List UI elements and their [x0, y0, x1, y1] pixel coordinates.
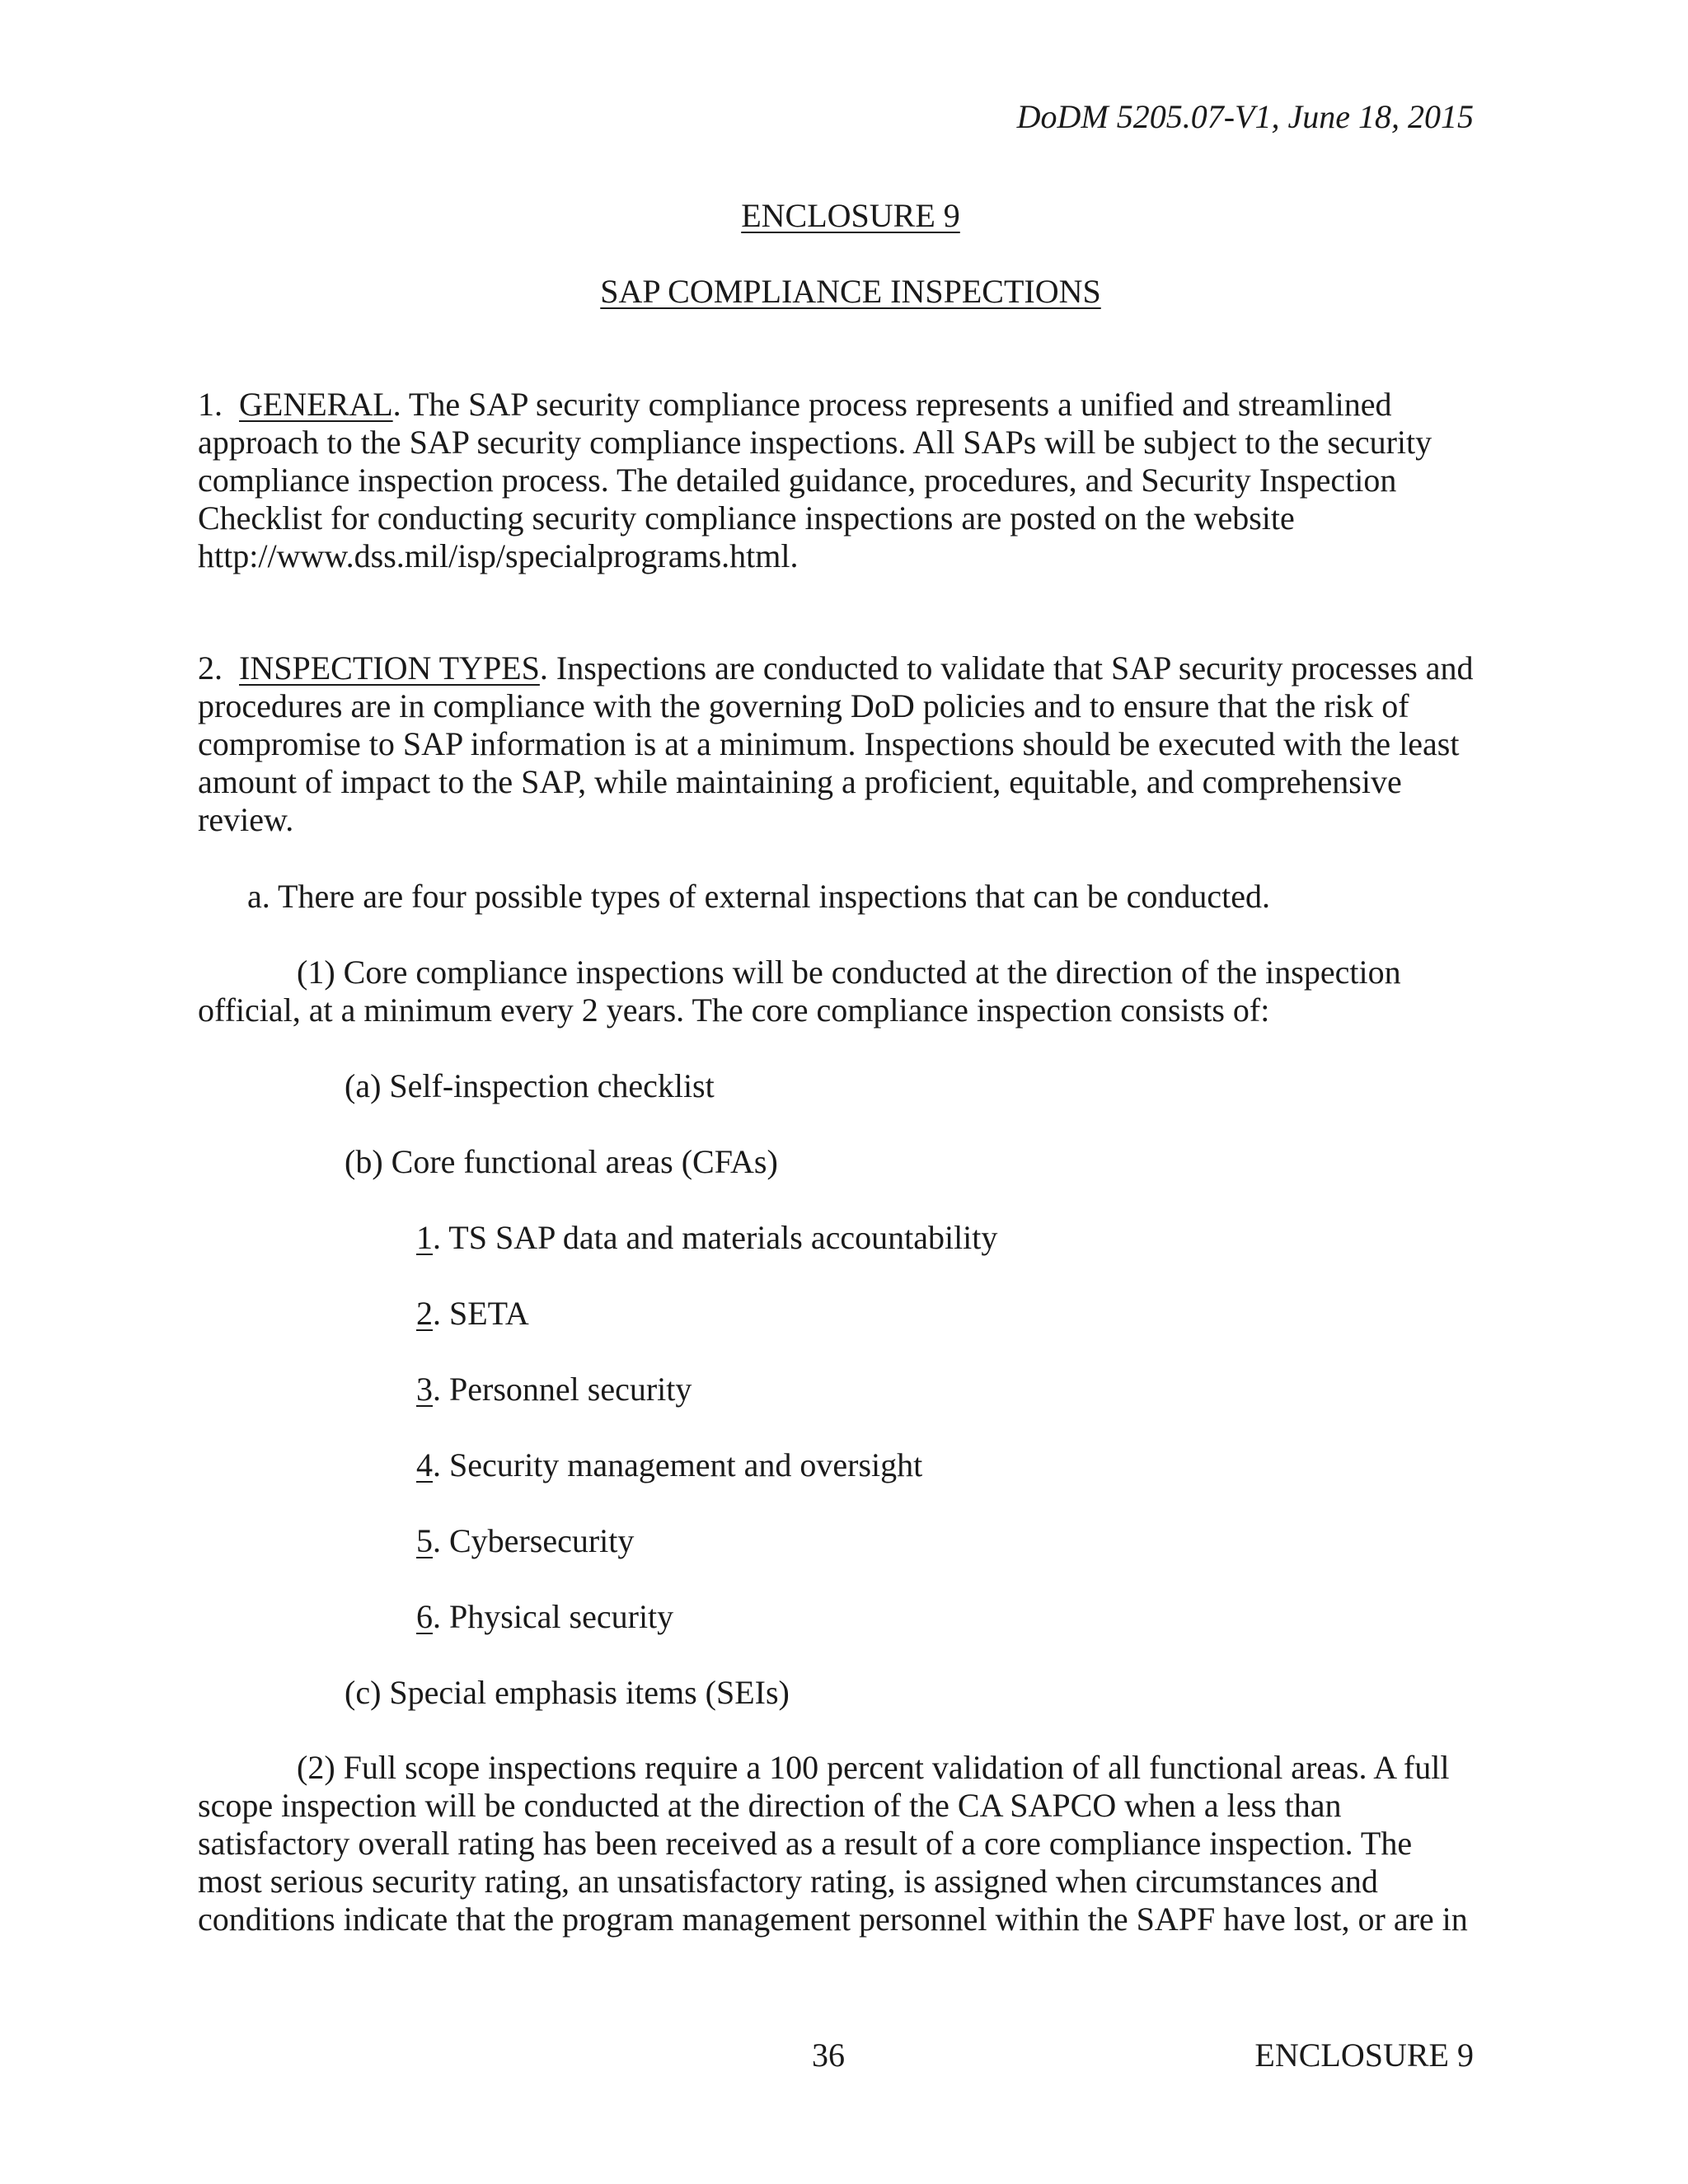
- section-general: [198, 386, 1496, 575]
- section-inspection-types-line-3: compromise to SAP information is at a minimum. Inspections should be executed with the least: [198, 725, 1460, 762]
- section-number: 1.: [198, 386, 223, 423]
- section-number: 2.: [198, 649, 223, 687]
- cfa-item-text: . SETA: [433, 1295, 529, 1332]
- section-general-line-5: http://www.dss.mil/isp/specialprograms.html.: [198, 537, 799, 574]
- cfa-item-text: . Physical security: [433, 1598, 674, 1635]
- cfa-item-number: 4: [416, 1446, 433, 1483]
- section-title-text: SAP COMPLIANCE INSPECTIONS: [600, 273, 1101, 310]
- cfa-item-number: 2: [416, 1295, 433, 1332]
- sub-item-a: (a) Self-inspection checklist: [345, 1067, 715, 1104]
- paragraph-1-line-2: official, at a minimum every 2 years. The core compliance inspection consists of:: [198, 991, 1270, 1029]
- section-title: [7, 272, 1688, 312]
- page-number: 36: [812, 2036, 845, 2074]
- cfa-item: [416, 1218, 997, 1258]
- cfa-item: [416, 1370, 692, 1409]
- paragraph-a: [198, 878, 1496, 916]
- paragraph-1: [198, 954, 1496, 1029]
- cfa-item: [416, 1294, 529, 1333]
- paragraph-2-line-4: most serious security rating, an unsatisfactory rating, is assigned when circumstances and: [198, 1863, 1378, 1900]
- section-general-line-4: Checklist for conducting security compliance inspections are posted on the website: [198, 499, 1295, 537]
- cfa-item-number: 6: [416, 1598, 433, 1635]
- section-general-line-1: [198, 386, 1496, 424]
- section-inspection-types: [198, 649, 1496, 839]
- section-inspection-types-line-5: review.: [198, 801, 294, 838]
- section-heading: GENERAL: [239, 386, 393, 423]
- cfa-item-number: 5: [416, 1522, 433, 1559]
- section-text: . Inspections are conducted to validate that SAP security processes and: [539, 649, 1474, 687]
- paragraph-a-text: a. There are four possible types of external inspections that can be conducted.: [247, 878, 1271, 915]
- cfa-item-text: . Cybersecurity: [433, 1522, 635, 1559]
- section-general-line-2: approach to the SAP security compliance inspections. All SAPs will be subject to the security: [198, 424, 1432, 461]
- cfa-item: [416, 1446, 922, 1485]
- cfa-item: [416, 1597, 673, 1637]
- cfa-item: [416, 1521, 634, 1561]
- section-heading: INSPECTION TYPES: [239, 649, 540, 687]
- section-general-line-3: compliance inspection process. The detailed guidance, procedures, and Security Inspection: [198, 462, 1397, 499]
- paragraph-1-line-1: (1) Core compliance inspections will be conducted at the direction of the inspection: [297, 954, 1401, 991]
- cfa-item-text: . Security management and oversight: [433, 1446, 923, 1483]
- paragraph-2-line-1: (2) Full scope inspections require a 100 percent validation of all functional areas. A full: [297, 1749, 1450, 1786]
- cfa-item-text: . TS SAP data and materials accountability: [433, 1219, 998, 1256]
- paragraph-2: [198, 1749, 1496, 1938]
- document-reference: DoDM 5205.07-V1, June 18, 2015: [1016, 98, 1474, 135]
- cfa-item-number: 1: [416, 1219, 433, 1256]
- footer-enclosure-label: ENCLOSURE 9: [1254, 2036, 1474, 2074]
- section-inspection-types-line-4: amount of impact to the SAP, while maintaining a proficient, equitable, and comprehensive: [198, 763, 1402, 800]
- sub-item-b: (b) Core functional areas (CFAs): [345, 1143, 778, 1180]
- enclosure-title-text: ENCLOSURE 9: [741, 197, 960, 234]
- section-inspection-types-line-2: procedures are in compliance with the governing DoD policies and to ensure that the risk of: [198, 687, 1409, 724]
- cfa-item-number: 3: [416, 1371, 433, 1408]
- paragraph-2-line-3: satisfactory overall rating has been received as a result of a core compliance inspection. The: [198, 1825, 1413, 1862]
- sub-item-c: (c) Special emphasis items (SEIs): [345, 1674, 790, 1711]
- cfa-item-text: . Personnel security: [433, 1371, 692, 1408]
- paragraph-2-line-2: scope inspection will be conducted at the direction of the CA SAPCO when a less than: [198, 1787, 1342, 1824]
- section-inspection-types-line-1: [198, 649, 1496, 687]
- paragraph-2-line-5: conditions indicate that the program management personnel within the SAPF have lost, or are in: [198, 1900, 1468, 1938]
- enclosure-title: [7, 196, 1688, 236]
- section-text: . The SAP security compliance process represents a unified and streamlined: [392, 386, 1392, 423]
